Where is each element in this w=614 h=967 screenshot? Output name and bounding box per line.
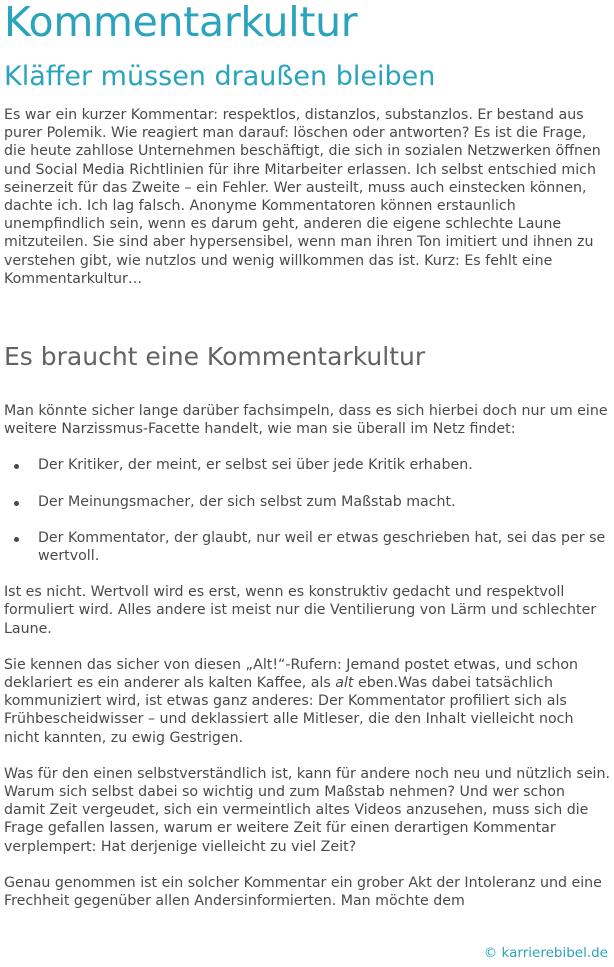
section-heading: Es braucht eine Kommentarkultur [4,342,426,371]
intro-paragraph-block [4,106,610,288]
paragraph-3-emphasis: alt [335,675,354,692]
paragraph-3-end: eben.Was dabei tatsächlich kommuniziert wird, ist etwas ganz anderes: Der Kommentator profiliert sich als Frühbescheidwisser – und deklassiert alle Mitleser, die den Inhalt vielleicht noch nicht kannten, zu ewig Gestrigen. [4,675,574,746]
list-item [4,456,610,474]
paragraph-3 [4,656,610,747]
article-subtitle: Kläffer müssen draußen bleiben [4,61,436,92]
list-item-text: Der Kommentator, der glaubt, nur weil er etwas geschrieben hat, sei das per se wertvoll. [38,529,606,565]
list-item-text: Der Kritiker, der meint, er selbst sei über jede Kritik erhaben. [38,457,473,474]
intro-paragraph: Es war ein kurzer Kommentar: respektlos, distanzlos, substanzlos. Er bestand aus purer Polemik. Wie reagiert man darauf: löschen oder antworten? Es ist die Frage, die heute zahllose Unternehmen beschäftigt, die sich in sozialen Netzwerken öffnen und Social Media Richtlinien für ihre Mitarbeiter erlassen. Ich selbst entschied mich seinerzeit für das Zweite – ein Fehler. Wer austeilt, muss auch einstecken können, dachte ich. Ich lag falsch. Anonyme Kommentatoren können erstaunlich unempfindlich sein, wenn es darum geht, anderen die eigene schlechte Laune mitzuteilen. Sie sind aber hypersensibel, wenn man ihren Ton imitiert und ihnen zu verstehen gibt, wie nutzlos und wenig willkommen das ist. Kurz: Es fehlt eine Kommentarkultur… [4,107,601,287]
paragraph-2: Ist es nicht. Wertvoll wird es erst, wenn es konstruktiv gedacht und respektvoll formuliert wird. Alles andere ist meist nur die Ventilierung von Lärm und schlechter Laune. [4,584,597,637]
paragraph-3-start: Sie kennen das sicher von diesen „Alt!“-Rufern: Jemand postet etwas, und schon deklariert es ein anderer als kalten Kaffee, als [4,656,579,692]
list-item [4,493,610,511]
paragraph-4: Was für den einen selbstverständlich ist, kann für andere noch neu und nützlich sein. Warum sich selbst dabei so wichtig und zum Maßstab nehmen? Und wer schon damit Zeit vergeudet, sich ein vermeintlich altes Videos anzusehen, muss sich die Frage gefallen lassen, warum er weitere Zeit für einen derartigen Kommentar verplempert: Hat derjenige vielleicht zu viel Zeit? [4,765,611,855]
bullet-list [4,456,610,565]
bullet-icon [14,464,19,469]
paragraph-5: Genau genommen ist ein solcher Kommentar ein grober Akt der Intoleranz und eine Frechheit gegenüber allen Andersinformierten. Man möchte dem [4,874,602,910]
copyright-footer: © karrierebibel.de [483,945,608,961]
paragraph-1: Man könnte sicher lange darüber fachsimpeln, dass es sich hierbei doch nur um eine weitere Narzissmus-Facette handelt, wie man sie überall im Netz findet: [4,403,608,438]
list-item [4,529,610,565]
list-item-text: Der Meinungsmacher, der sich selbst zum Maßstab macht. [38,493,456,510]
bullet-icon [14,537,19,542]
bullet-icon [14,501,19,506]
section-body [4,402,610,928]
page-title: Kommentarkultur [4,0,358,46]
